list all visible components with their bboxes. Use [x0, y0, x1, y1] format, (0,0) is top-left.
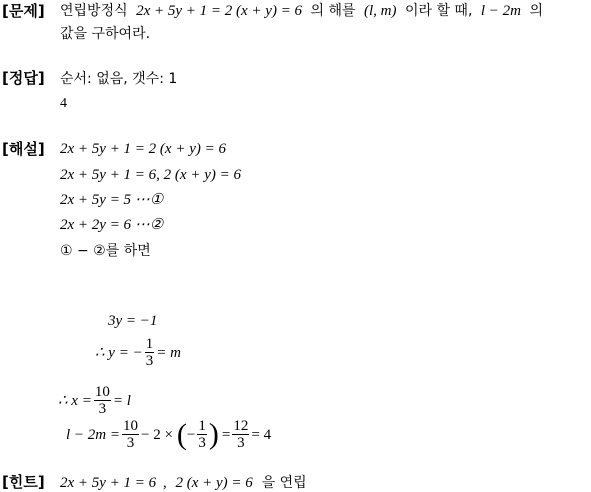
- problem-equation: 2x + 5y + 1 = 2 (x + y) = 6: [136, 3, 303, 19]
- final-fraction-3-denominator: 3: [237, 435, 245, 451]
- solution-line-1: 2x + 5y + 1 = 2 (x + y) = 6: [60, 141, 226, 157]
- step-y-right: = m: [156, 345, 181, 361]
- final-mid: − 2 ×: [141, 427, 173, 443]
- final-fraction-2-denominator: 3: [198, 435, 206, 451]
- final-eq: =: [221, 427, 231, 443]
- solution-line-3: 2x + 5y = 5 ⋯①: [60, 192, 164, 208]
- problem-line-2: 값을 구하여라.: [60, 26, 151, 42]
- step-x-right: = l: [112, 393, 131, 409]
- problem-suffix: 이라 할 때,: [404, 3, 473, 19]
- final-paren-open: (: [176, 417, 187, 451]
- step-y-fraction: [145, 337, 155, 368]
- final-fraction-1-denominator: 3: [126, 435, 135, 451]
- problem-pair: (l, m): [364, 3, 397, 19]
- problem-expr: l − 2m: [480, 3, 521, 19]
- step-y-numerator: 1: [145, 336, 154, 352]
- hint-separator: ,: [162, 475, 167, 491]
- solution-line-4: 2x + 2y = 6 ⋯②: [60, 217, 164, 233]
- step-y-denominator: 3: [145, 353, 154, 369]
- hint-eq-2: 2 (x + y) = 6: [175, 475, 253, 491]
- problem-prefix: 연립방정식: [60, 3, 128, 19]
- final-fraction-3: [232, 419, 249, 450]
- solution-combine: ① − ②를 하면: [60, 243, 151, 259]
- problem-tag: [문제]: [2, 2, 45, 20]
- solution-tag: [해설]: [2, 140, 45, 158]
- final-left: l − 2m =: [66, 427, 120, 443]
- final-inner-sign: −: [186, 427, 196, 443]
- final-result: = 4: [251, 427, 272, 443]
- final-fraction-1-numerator: 10: [123, 418, 138, 434]
- solution-line-2: 2x + 5y + 1 = 6, 2 (x + y) = 6: [60, 167, 241, 183]
- final-fraction-2: [197, 419, 207, 450]
- step-x-left: ∴ x =: [58, 393, 92, 409]
- step-x-numerator: 10: [94, 384, 110, 400]
- solution-step-y: [95, 334, 181, 371]
- problem-end: 의: [529, 3, 543, 19]
- step-x-fraction: [94, 385, 111, 416]
- final-paren-close: ): [208, 417, 219, 451]
- answer-meta: 순서: 없음, 갯수: 1: [60, 71, 178, 87]
- hint-eq-1: 2x + 5y + 1 = 6: [60, 475, 157, 491]
- problem-mid: 의 해를: [310, 3, 356, 19]
- problem-line-1: [60, 2, 543, 20]
- final-fraction-2-numerator: 1: [198, 418, 206, 434]
- step-y-left: ∴ y = −: [95, 345, 143, 361]
- hint-suffix: 을 연립: [261, 475, 307, 491]
- final-fraction-1: [122, 419, 139, 450]
- step-x-denominator: 3: [98, 401, 107, 417]
- final-fraction-3-numerator: 12: [233, 418, 249, 434]
- solution-step-3y: 3y = −1: [108, 313, 158, 329]
- hint-line: [60, 473, 307, 492]
- hint-tag: [힌트]: [2, 473, 45, 491]
- answer-tag: [정답]: [2, 69, 45, 87]
- answer-value: 4: [60, 96, 67, 111]
- solution-final: [66, 414, 271, 455]
